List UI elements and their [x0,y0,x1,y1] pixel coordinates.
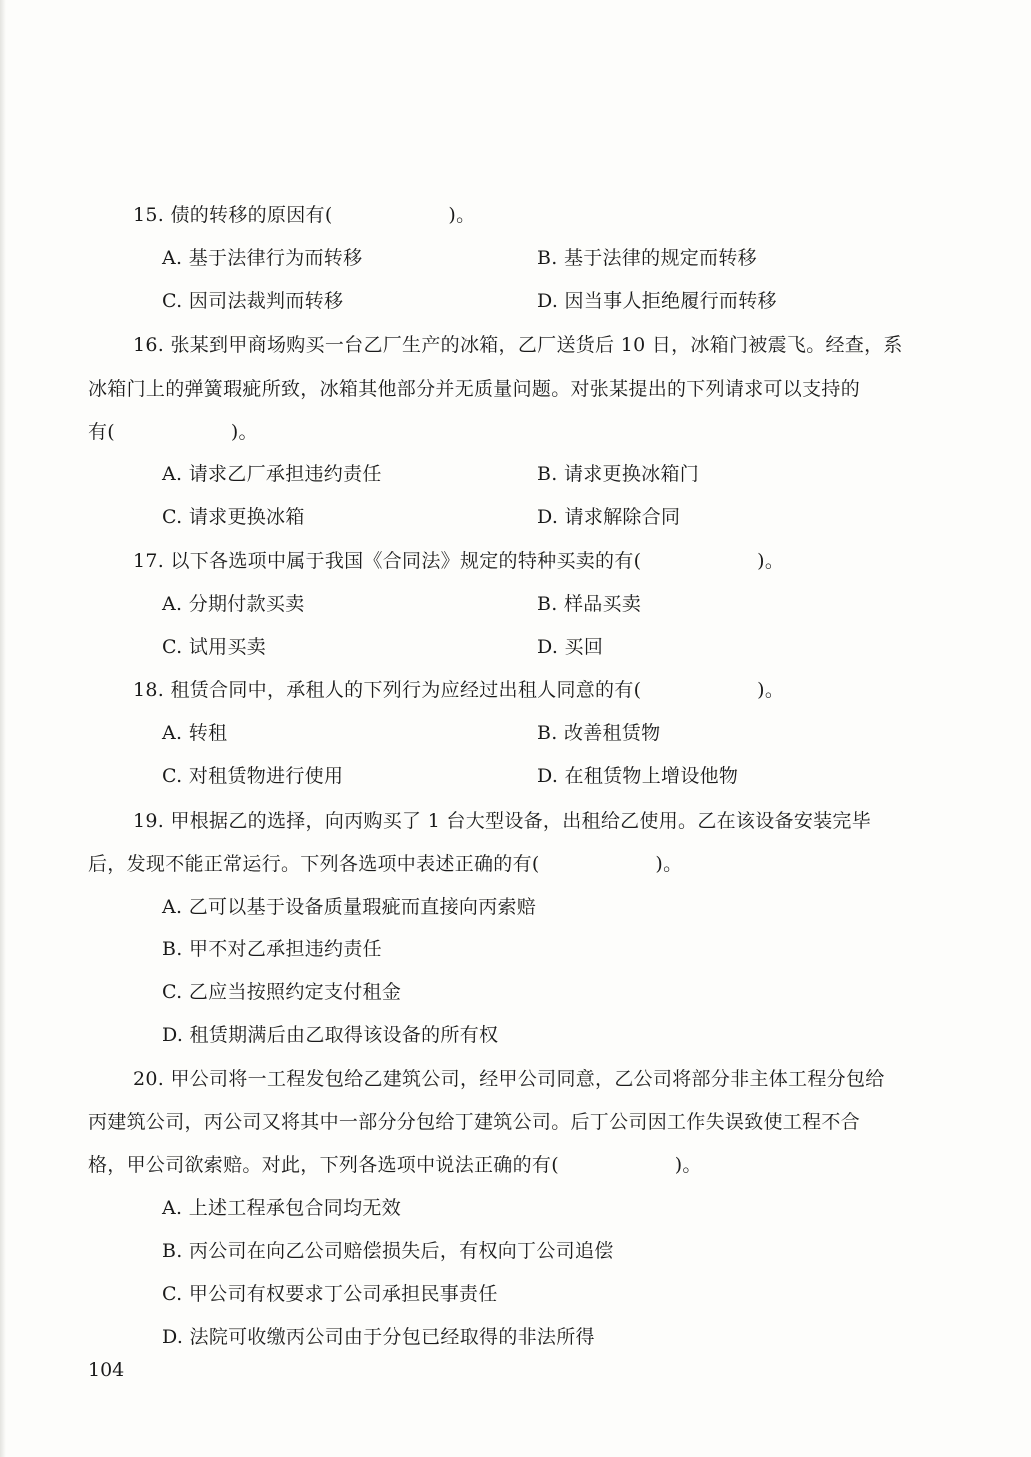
question-18-option-a: A. 转租 [162,722,228,744]
question-20-option-a: A. 上述工程承包合同均无效 [162,1197,402,1219]
question-20-stem-line-1: 20. 甲公司将一工程发包给乙建筑公司，经甲公司同意，乙公司将部分非主体工程分包给 [133,1068,885,1090]
question-20-option-d: D. 法院可收缴丙公司由于分包已经取得的非法所得 [162,1326,595,1348]
question-19-stem-line-2: 后，发现不能正常运行。下列各选项中表述正确的有( )。 [88,853,683,875]
question-19-option-a: A. 乙可以基于设备质量瑕疵而直接向丙索赔 [162,896,537,918]
question-19-stem-line-1: 19. 甲根据乙的选择，向丙购买了 1 台大型设备，出租给乙使用。乙在该设备安装完毕 [133,810,872,832]
question-19-option-b: B. 甲不对乙承担违约责任 [162,938,382,960]
scan-edge [0,0,6,1457]
question-16-stem-line-1: 16. 张某到甲商场购买一台乙厂生产的冰箱，乙厂送货后 10 日，冰箱门被震飞。经查，系 [133,334,903,356]
page-number: 104 [88,1359,125,1381]
question-19-option-c: C. 乙应当按照约定支付租金 [162,981,402,1003]
question-17-option-a: A. 分期付款买卖 [162,593,305,615]
question-18-option-c: C. 对租赁物进行使用 [162,765,344,787]
question-18-option-d: D. 在租赁物上增设他物 [537,765,739,787]
question-15-stem: 15. 债的转移的原因有( )。 [133,204,476,226]
question-16-stem-line-3: 有( )。 [88,421,258,443]
question-20-option-c: C. 甲公司有权要求丁公司承担民事责任 [162,1283,498,1305]
question-17-option-c: C. 试用买卖 [162,636,267,658]
question-16-stem-line-2: 冰箱门上的弹簧瑕疵所致，冰箱其他部分并无质量问题。对张某提出的下列请求可以支持的 [88,378,861,400]
question-17-option-d: D. 买回 [537,636,604,658]
question-15-option-a: A. 基于法律行为而转移 [162,247,363,269]
question-20-stem-line-2: 丙建筑公司，丙公司又将其中一部分分包给丁建筑公司。后丁公司因工作失误致使工程不合 [88,1111,861,1133]
question-16-option-d: D. 请求解除合同 [537,506,681,528]
question-16-option-c: C. 请求更换冰箱 [162,506,305,528]
question-18-stem: 18. 租赁合同中，承租人的下列行为应经过出租人同意的有( )。 [133,679,785,701]
question-20-option-b: B. 丙公司在向乙公司赔偿损失后，有权向丁公司追偿 [162,1240,614,1262]
question-20-stem-line-3: 格，甲公司欲索赔。对此，下列各选项中说法正确的有( )。 [88,1154,702,1176]
question-19-option-d: D. 租赁期满后由乙取得该设备的所有权 [162,1024,499,1046]
question-17-stem: 17. 以下各选项中属于我国《合同法》规定的特种买卖的有( )。 [133,550,785,572]
question-18-option-b: B. 改善租赁物 [537,722,661,744]
question-17-option-b: B. 样品买卖 [537,593,642,615]
question-16-option-a: A. 请求乙厂承担违约责任 [162,463,382,485]
question-15-option-b: B. 基于法律的规定而转移 [537,247,757,269]
question-15-option-c: C. 因司法裁判而转移 [162,290,344,312]
question-16-option-b: B. 请求更换冰箱门 [537,463,700,485]
question-15-option-d: D. 因当事人拒绝履行而转移 [537,290,777,312]
